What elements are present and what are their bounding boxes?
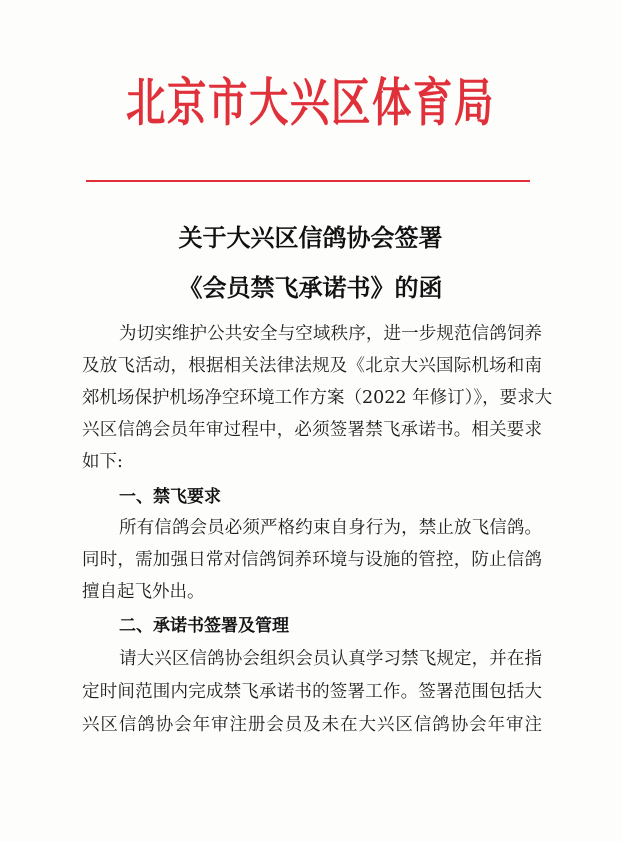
section-2-paragraph <box>82 643 542 742</box>
letterhead-divider-line <box>86 180 530 182</box>
paragraph-line: 兴区信鸽会员年审过程中，必须签署禁飞承诺书。相关要求 <box>82 420 542 440</box>
paragraph-line: 郊机场保护机场净空环境工作方案（2022 年修订）》，要求大 <box>82 388 553 408</box>
paragraph-line: 请大兴区信鸽协会组织会员认真学习禁飞规定，并在指 <box>119 649 542 669</box>
section-1-paragraph <box>82 512 542 608</box>
paragraph-line: 及放飞活动，根据相关法律法规及《北京大兴国际机场和南 <box>82 356 542 376</box>
letterhead-divider <box>86 180 530 182</box>
paragraph-line: 为切实维护公共安全与空域秩序，进一步规范信鸽饲养 <box>119 324 542 344</box>
document-title-line-2: 《会员禁飞承诺书》的函 <box>178 273 443 302</box>
intro-paragraph <box>82 318 553 478</box>
section-2-heading: 二、承诺书签署及管理 <box>119 616 289 636</box>
section-1-heading: 一、禁飞要求 <box>119 487 221 507</box>
paragraph-line: 定时间范围内完成禁飞承诺书的签署工作。签署范围包括大 <box>82 682 542 702</box>
paragraph-line: 如下: <box>82 452 123 472</box>
letterhead-agency-name: 北京市大兴区体育局 <box>125 72 495 134</box>
document-title-line-1: 关于大兴区信鸽协会签署 <box>178 223 443 252</box>
paragraph-line: 同时，需加强日常对信鸽饲养环境与设施的管控，防止信鸽 <box>82 550 542 570</box>
paragraph-line: 擅自起飞外出。 <box>82 582 205 602</box>
paragraph-line: 兴区信鸽协会年审注册会员及未在大兴区信鸽协会年审注 <box>82 715 542 735</box>
paragraph-line: 所有信鸽会员必须严格约束自身行为，禁止放飞信鸽。 <box>119 518 542 538</box>
